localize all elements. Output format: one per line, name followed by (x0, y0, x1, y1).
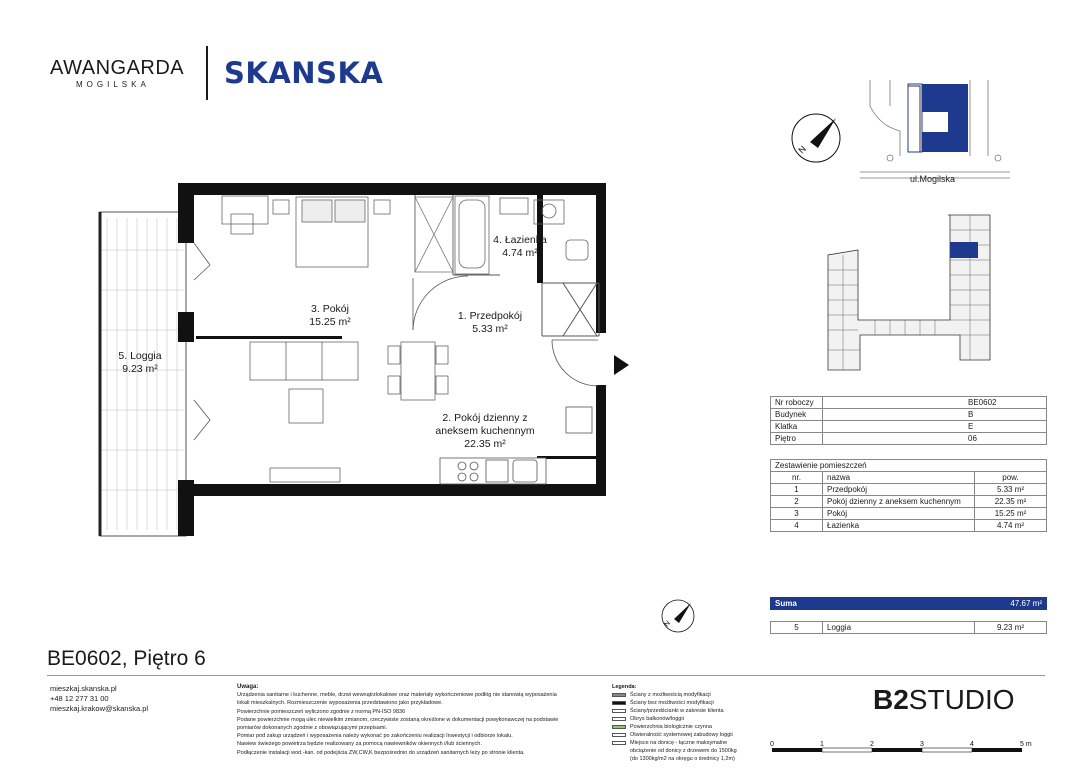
building-key-plan (820, 210, 1000, 380)
bed (273, 197, 390, 267)
room-name: Pokój (823, 508, 975, 520)
info-value: E (823, 421, 1047, 433)
loggia-table (770, 621, 1047, 634)
mogilska-logo-subtitle: MOGILSKA (76, 80, 150, 89)
room-3-label: 3. Pokój 15.25 m² (309, 303, 351, 328)
legend-swatch-icon (612, 701, 626, 705)
header-nr: nr. (771, 472, 823, 484)
room-area: 5.33 m² (975, 484, 1047, 496)
info-row (771, 421, 1047, 433)
room-2-label: 2. Pokój dzienny z aneksem kuchennym 22.35 m² (435, 412, 535, 450)
room-5-label: 5. Loggia 9.23 m² (118, 350, 162, 375)
b2studio-logo: B2STUDIO (873, 684, 1015, 715)
legend-item (612, 747, 762, 755)
legend-item (612, 707, 762, 715)
note-line: lokali mieszkalnych. Rozmieszczenie wyposażenia przedstawiono jako przykładowe. (237, 700, 443, 707)
rooms-table (770, 459, 1047, 532)
contact-email[interactable]: mieszkaj.krakow@skanska.pl (50, 704, 149, 713)
header-nazwa: nazwa (823, 472, 975, 484)
loggia-nr: 5 (771, 622, 823, 634)
site-map (860, 76, 1010, 186)
info-row (771, 409, 1047, 421)
dining-table (388, 342, 448, 400)
compass-small-icon (660, 598, 696, 634)
info-label: Piętro (771, 433, 823, 445)
sum-table (770, 597, 1047, 610)
legend-label: (do 1300kg/m2 na okręgu o średnicy 1,2m) (630, 756, 735, 762)
svg-text:N: N (663, 619, 672, 629)
room-row (771, 508, 1047, 520)
loggia-area: 9.23 m² (975, 622, 1047, 634)
info-label: Budynek (771, 409, 823, 421)
note-line: pomiarów dokonanych zgodnie z obowiązującymi przepisami. (237, 725, 388, 732)
legend-swatch-icon (612, 741, 626, 745)
room-row (771, 496, 1047, 508)
floor-plan (0, 0, 640, 560)
legend-heading: Legenda: (612, 684, 637, 690)
compass-icon (790, 112, 842, 164)
scale-tick-label: 3 (920, 741, 924, 748)
room-name: Łazienka (823, 520, 975, 532)
notes (237, 683, 577, 757)
info-value: B (823, 409, 1047, 421)
contact-phone[interactable]: +48 12 277 31 00 (50, 694, 109, 703)
scale-tick-label: 4 (970, 741, 974, 748)
sofa (250, 342, 358, 380)
skanska-logo: SKANSKA (224, 56, 384, 90)
legend-item (612, 739, 762, 747)
wardrobe (415, 197, 453, 272)
room-name: Przedpokój (823, 484, 975, 496)
legend-swatch-icon (612, 757, 626, 761)
legend-item (612, 691, 762, 699)
room-nr: 2 (771, 496, 823, 508)
contact-website[interactable]: mieszkaj.skanska.pl (50, 684, 117, 693)
note-line: Urządzenia sanitarne i kuchenne, meble, drzwi wewnątrzlokalowe oraz materiały wykończeniowe podłóg nie stanowią wyposażenia (237, 692, 557, 699)
sum-label: Suma (771, 598, 975, 610)
legend-swatch-icon (612, 693, 626, 697)
sum-value: 47.67 m² (975, 598, 1047, 610)
info-label: Nr roboczy (771, 397, 823, 409)
legend-label: Ściany z możliwością modyfikacji (630, 692, 711, 698)
legend-label: obciążenie od donicy z drzewem do 1500kg (630, 748, 737, 754)
contact-info (50, 684, 148, 714)
room-row (771, 484, 1047, 496)
legend-label: Otwieralność systemowej zabudowy loggii (630, 732, 733, 738)
desk (222, 196, 268, 234)
legend-label: Powierzchnia biologicznie czynna (630, 724, 712, 730)
legend-swatch-icon (612, 725, 626, 729)
street-label: ul.Mogilska (910, 174, 956, 184)
scale-tick-label: 1 (820, 741, 824, 748)
scale-tick-label: 5 m (1020, 741, 1032, 748)
legend-label: Obrys balkonów/loggii (630, 716, 684, 722)
legend-swatch-icon (612, 749, 626, 753)
legend-swatch-icon (612, 717, 626, 721)
apartment-info-table (770, 396, 1047, 445)
legend-item (612, 715, 762, 723)
legend-swatch-icon (612, 733, 626, 737)
room-nr: 1 (771, 484, 823, 496)
svg-text:N: N (796, 143, 809, 156)
header-pow: pow. (975, 472, 1047, 484)
room-1-label: 1. Przedpokój 5.33 m² (457, 310, 523, 335)
note-line: Nawiew świeżego powietrza będzie realizowany za pomocą nawiewników okiennych i/lub ściennych. (237, 741, 482, 748)
note-line: Powierzchnie pomieszczeń wyliczono zgodnie z normą PN-ISO 9836 (237, 708, 406, 715)
info-value: 06 (823, 433, 1047, 445)
legend-label: Miejsce na donicę - łączne maksymalne (630, 740, 728, 746)
awangarda-logo: AWANGARDA (50, 57, 185, 79)
scale-tick-label: 0 (770, 741, 774, 748)
note-line: Podłączenie instalacji wod.-kan. od podejścia ZW,CW,K bezpośrednio do urządzeń sanitarnych leży po stronie klienta. (237, 749, 525, 756)
legend (612, 683, 762, 763)
legend-item (612, 699, 762, 707)
scale-tick-label: 2 (870, 741, 874, 748)
room-nr: 3 (771, 508, 823, 520)
info-value: BE0602 (823, 397, 1047, 409)
legend-swatch-icon (612, 709, 626, 713)
info-row (771, 433, 1047, 445)
notes-heading: Uwaga: (237, 684, 259, 690)
scale-bar (768, 738, 1038, 762)
room-area: 15.25 m² (975, 508, 1047, 520)
page-title: BE0602, Piętro 6 (47, 647, 206, 670)
room-nr: 4 (771, 520, 823, 532)
note-line: Pomiar pod zakup urządzeń i wyposażenia należy wykonać po zakończeniu realizacji Inwestycji i odbiorze lokalu. (237, 733, 513, 740)
room-area: 4.74 m² (975, 520, 1047, 532)
info-row (771, 397, 1047, 409)
legend-label: Ściany/przedścianki w zakresie klienta (630, 708, 724, 714)
rooms-table-title: Zestawienie pomieszczeń (771, 460, 1047, 472)
divider (47, 675, 1045, 676)
room-name: Pokój dzienny z aneksem kuchennym (823, 496, 975, 508)
loggia-name: Loggia (823, 622, 975, 634)
entrance-arrow-icon (614, 355, 629, 375)
legend-label: Ściany bez możliwości modyfikacji (630, 700, 714, 706)
room-4-label: 4. Łazienka 4.74 m² (493, 234, 547, 259)
legend-item (612, 731, 762, 739)
room-area: 22.35 m² (975, 496, 1047, 508)
legend-item (612, 755, 762, 763)
legend-item (612, 723, 762, 731)
room-row (771, 520, 1047, 532)
info-label: Klatka (771, 421, 823, 433)
note-line: Podane powierzchnie mogą ulec niewielkim zmianom, rzeczywiste zostaną określone w dokumentacji powykonawczej na podstawie (237, 716, 559, 723)
